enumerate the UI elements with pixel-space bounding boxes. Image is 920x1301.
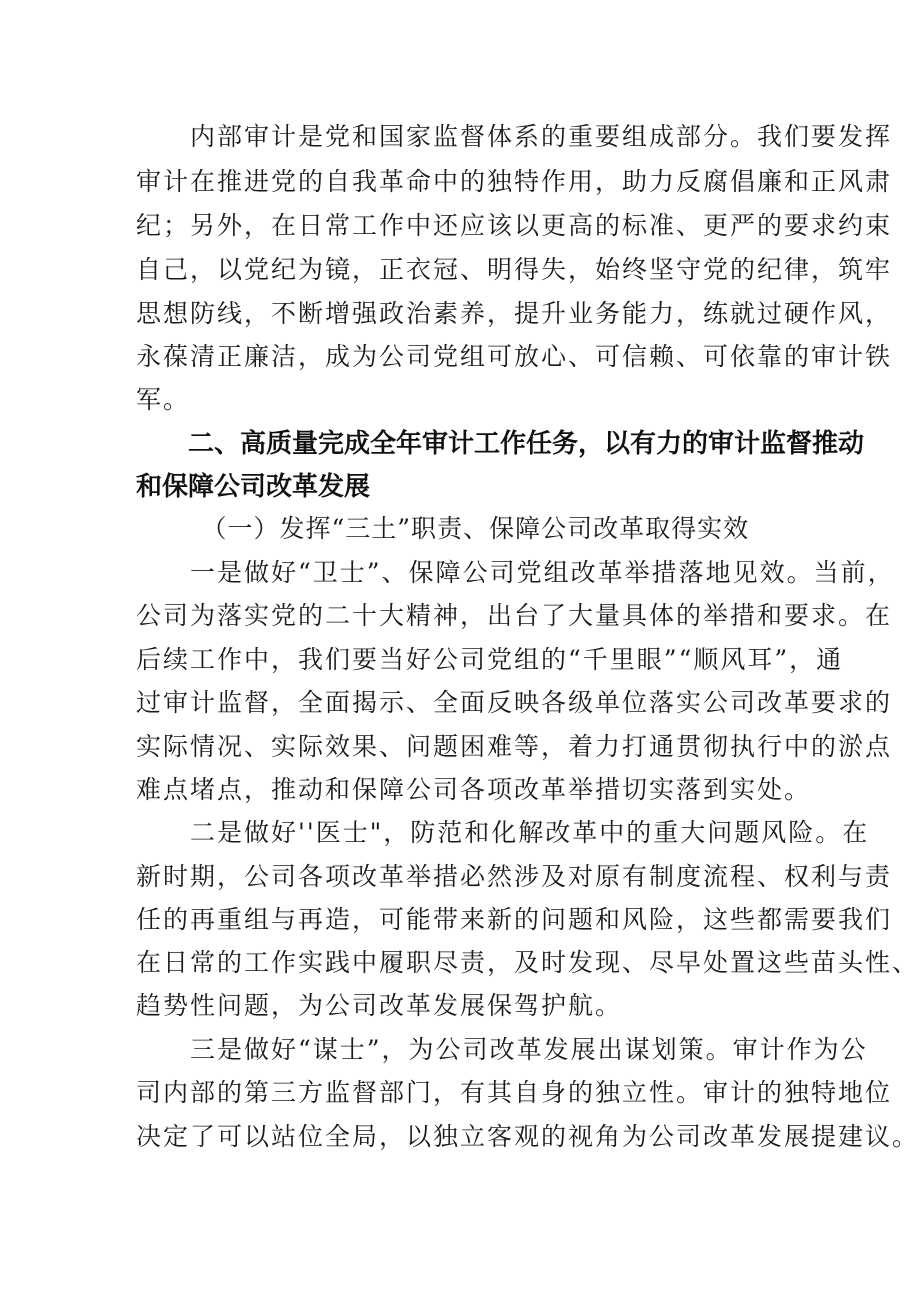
paragraph-1-line-3: 纪；另外，在日常工作中还应该以更高的标准、更严的要求约束 [136, 211, 893, 240]
section-heading-line-2: 和保障公司改革发展 [136, 472, 371, 502]
paragraph-2-line-5: 实际情况、实际效果、问题困难等，着力打通贯彻执行中的淤点 [136, 732, 893, 761]
paragraph-2-line-3: 后续工作中，我们要当好公司党组的“千里眼”“顺风耳”，通 [136, 645, 844, 674]
paragraph-2-line-4: 过审计监督，全面揭示、全面反映各级单位落实公司改革要求的 [136, 688, 893, 717]
paragraph-1-line-2: 审计在推进党的自我革命中的独特作用，助力反腐倡廉和正风肃 [136, 167, 893, 196]
paragraph-1-line-4: 自己，以党纪为镜，正衣冠、明得失，始终坚守党的纪律，筑牢 [136, 255, 893, 284]
paragraph-1-line-5: 思想防线，不断增强政治素养，提升业务能力，练就过硬作风， [136, 299, 893, 328]
sub-heading: （一）发挥“三土”职责、保障公司改革取得实效 [136, 514, 750, 543]
paragraph-4-line-1: 三是做好“谋士”，为公司改革发展出谋划策。审计作为公 [136, 1035, 868, 1064]
paragraph-3-line-3: 任的再重组与再造，可能带来新的问题和风险，这些都需要我们 [136, 905, 893, 934]
paragraph-1-line-7: 军。 [136, 385, 191, 414]
paragraph-2-line-1: 一是做好“卫士”、保障公司党组改革举措落地见效。当前， [136, 558, 895, 587]
paragraph-4-line-3: 决定了可以站位全局，以独立客观的视角为公司改革发展提建议。 [136, 1122, 920, 1151]
paragraph-3-line-1: 二是做好''医士"，防范和化解改革中的重大问题风险。在 [136, 818, 870, 847]
paragraph-2-line-2: 公司为落实党的二十大精神，出台了大量具体的举措和要求。在 [136, 601, 893, 630]
paragraph-3-line-4: 在日常的工作实践中履职尽责，及时发现、尽早处置这些苗头性、 [136, 948, 920, 977]
section-heading-line-1: 二、高质量完成全年审计工作任务，以有力的审计监督推动 [136, 429, 865, 459]
paragraph-4-line-2: 司内部的第三方监督部门，有其自身的独立性。审计的独特地位 [136, 1078, 893, 1107]
paragraph-3-line-5: 趋势性问题，为公司改革发展保驾护航。 [136, 991, 623, 1020]
paragraph-3-line-2: 新时期，公司各项改革举措必然涉及对原有制度流程、权利与责 [136, 862, 893, 891]
paragraph-1-line-1: 内部审计是党和国家监督体系的重要组成部分。我们要发挥 [136, 122, 893, 151]
paragraph-1-line-6: 永葆清正廉洁，成为公司党组可放心、可信赖、可依靠的审计铁 [136, 342, 893, 371]
paragraph-2-line-6: 难点堵点，推动和保障公司各项改革举措切实落到实处。 [136, 775, 812, 804]
